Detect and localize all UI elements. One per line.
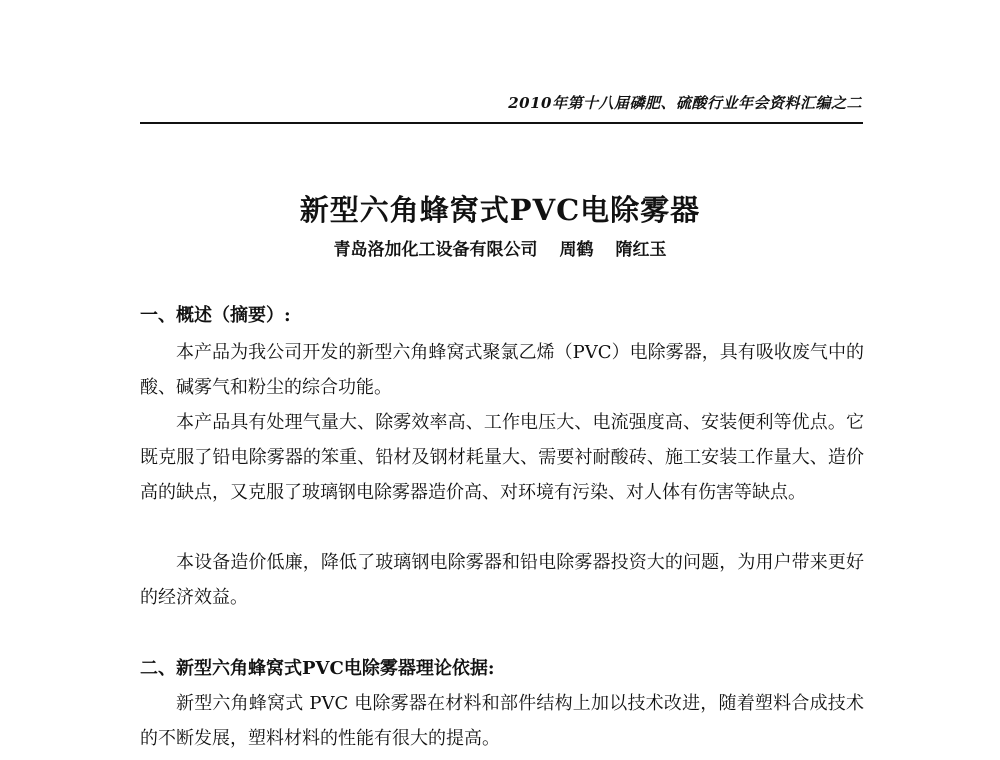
running-header: 2010年第十八届磷肥、硫酸行业年会资料汇编之二 <box>508 94 862 112</box>
paragraph: 本产品具有处理气量大、除雾效率高、工作电压大、电流强度高、安装便利等优点。它既克服了铅电除雾器的笨重、铅材及钢材耗量大、需要衬耐酸砖、施工安装工作量大、造价高的缺点，又克服了玻璃钢电除雾器造价高、对环境有污染、对人体有伤害等缺点。 <box>140 412 864 503</box>
section-heading-theory: 二、新型六角蜂窝式PVC电除雾器理论依据: <box>140 658 495 679</box>
article-title: 新型六角蜂窝式PVC电除雾器 <box>299 193 701 227</box>
company-name: 青岛洛加化工设备有限公司 <box>333 240 538 260</box>
paragraph: 本产品为我公司开发的新型六角蜂窝式聚氯乙烯（PVC）电除雾器，具有吸收废气中的酸、碱雾气和粉尘的综合功能。 <box>140 342 864 398</box>
paragraph: 本设备造价低廉，降低了玻璃钢电除雾器和铅电除雾器投资大的问题，为用户带来更好的经济效益。 <box>140 552 864 608</box>
header-rule <box>140 122 863 124</box>
paragraph: 新型六角蜂窝式 PVC 电除雾器在材料和部件结构上加以技术改进，随着塑料合成技术的不断发展，塑料材料的性能有很大的提高。 <box>140 693 864 749</box>
author-name: 周鹤 <box>559 240 594 260</box>
section-heading-overview: 一、概述（摘要）: <box>140 305 291 326</box>
author-name: 隋红玉 <box>615 240 667 260</box>
byline <box>0 235 1000 260</box>
